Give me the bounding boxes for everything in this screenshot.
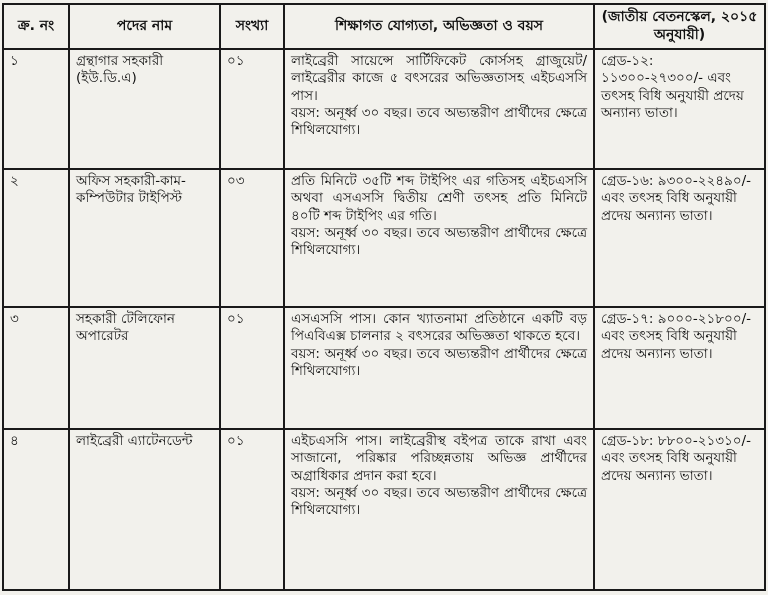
- header-count: সংখ্যা: [220, 4, 284, 49]
- count-cell: ০১: [220, 429, 284, 590]
- age-limit-text: বয়স: অনূর্ধ্ব ৩০ বছর। তবে অভ্যন্তরীণ প্রার্থীদের ক্ষেত্রে শিথিলযোগ্য।: [291, 484, 587, 519]
- serial-cell: ৩: [3, 307, 69, 429]
- salary-cell: গ্রেড-১৮: ৮৮০০-২১৩১০/- এবং তৎসহ বিধি অনুযায়ী প্রদেয় অন্যান্য ভাতা।: [594, 429, 765, 590]
- count-cell: ০১: [220, 49, 284, 169]
- count-cell: ০১: [220, 307, 284, 429]
- table-row: [3, 307, 765, 429]
- age-limit-text: বয়স: অনূর্ধ্ব ৩০ বছর। তবে অভ্যন্তরীণ প্রার্থীদের ক্ষেত্রে শিথিলযোগ্য।: [291, 104, 587, 139]
- header-serial: ক্র. নং: [3, 4, 69, 49]
- qualification-cell: [284, 169, 594, 307]
- serial-cell: ১: [3, 49, 69, 169]
- header-salary-scale: (জাতীয় বেতনস্কেল, ২০১৫ অনুযায়ী): [594, 4, 765, 49]
- table-row: [3, 169, 765, 307]
- salary-cell: গ্রেড-১৭: ৯০০০-২১৮০০/- এবং তৎসহ বিধি অনুযায়ী প্রদেয় অন্যান্য ভাতা।: [594, 307, 765, 429]
- job-circular-table: [2, 3, 766, 591]
- serial-cell: ৪: [3, 429, 69, 590]
- post-name-cell: অফিস সহকারী-কাম-কম্পিউটার টাইপিস্ট: [69, 169, 220, 307]
- header-qualification: শিক্ষাগত যোগ্যতা, অভিজ্ঞতা ও বয়স: [284, 4, 594, 49]
- qualification-text: এইচএসসি পাস। লাইব্রেরীস্থ বইপত্র তাকে রাখা এবং সাজানো, পরিষ্কার পরিচ্ছন্নতায় অভিজ্ঞ প্রার্থীদের অগ্রাধিকার প্রদান করা হবে।: [291, 433, 587, 484]
- qualification-text: এসএসসি পাস। কোন খ্যাতনামা প্রতিষ্ঠানে একটি বড় পিএবিএক্স চালনার ২ বৎসরের অভিজ্ঞতা থাকতে হবে।: [291, 311, 587, 345]
- age-limit-text: বয়স: অনূর্ধ্ব ৩০ বছর। তবে অভ্যন্তরীণ প্রার্থীদের ক্ষেত্রে শিথিলযোগ্য।: [291, 224, 587, 259]
- age-limit-text: বয়স: অনূর্ধ্ব ৩০ বছর। তবে অভ্যন্তরীণ প্রার্থীদের ক্ষেত্রে শিথিলযোগ্য।: [291, 345, 587, 379]
- post-name-cell: সহকারী টেলিফোন অপারেটর: [69, 307, 220, 429]
- salary-cell: গ্রেড-১২: ১১৩০০-২৭৩০০/- এবং তৎসহ বিধি অনুযায়ী প্রদেয় অন্যান্য ভাতা।: [594, 49, 765, 169]
- qualification-text: লাইব্রেরী সায়েন্সে সার্টিফিকেট কোর্সসহ গ্রাজুয়েট/লাইব্রেরীর কাজে ৫ বৎসরের অভিজ্ঞতাসহ এইচএসসি পাস।: [291, 53, 587, 104]
- qualification-cell: [284, 49, 594, 169]
- qualification-cell: [284, 307, 594, 429]
- post-name-cell: লাইব্রেরী এ্যাটেনডেন্ট: [69, 429, 220, 590]
- table-row: [3, 429, 765, 590]
- header-row: [3, 4, 765, 49]
- serial-cell: ২: [3, 169, 69, 307]
- header-post-name: পদের নাম: [69, 4, 220, 49]
- qualification-text: প্রতি মিনিটে ৩৫টি শব্দ টাইপিং এর গতিসহ এইচএসসি অথবা এসএসসি দ্বিতীয় শ্রেণী তৎসহ প্রতি মিনিটে ৪০টি শব্দ টাইপিং এর গতি।: [291, 173, 587, 224]
- qualification-cell: [284, 429, 594, 590]
- table-row: [3, 49, 765, 169]
- salary-cell: গ্রেড-১৬: ৯৩০০-২২৪৯০/- এবং তৎসহ বিধি অনুযায়ী প্রদেয় অন্যান্য ভাতা।: [594, 169, 765, 307]
- post-name-cell: গ্রন্থাগার সহকারী (ইউ.ডি.এ): [69, 49, 220, 169]
- count-cell: ০৩: [220, 169, 284, 307]
